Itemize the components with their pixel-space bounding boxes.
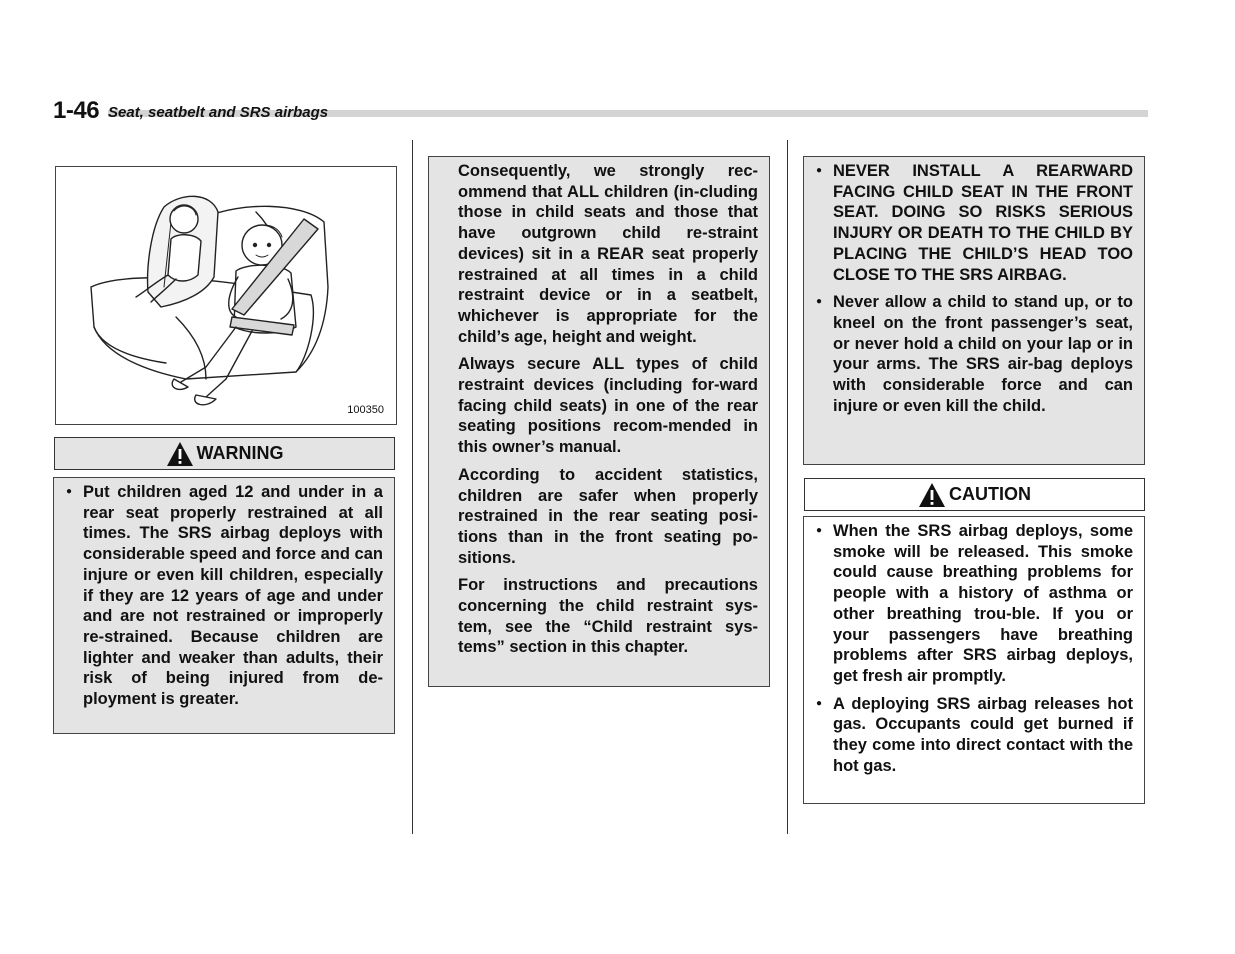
middle-paragraph: According to accident statistics, children are safer when properly restrained in the rear seating posi-tions than in the front seating po-sitions. bbox=[458, 465, 758, 567]
section-title: Seat, seatbelt and SRS airbags bbox=[108, 104, 329, 121]
column-divider bbox=[412, 140, 413, 834]
warning-text-box bbox=[53, 477, 395, 734]
right-warning-box bbox=[803, 156, 1145, 465]
warning-triangle-icon bbox=[166, 441, 194, 467]
caution-bullet: ● When the SRS airbag deploys, some smoke will be released. This smoke could cause breathing problems for people with a history of asthma or other breathing trou-ble. If you or your passengers have breathing problems after SRS airbag deploys, get fresh air promptly. bbox=[815, 521, 1133, 687]
column-divider bbox=[787, 140, 788, 834]
figure-id: 100350 bbox=[347, 404, 384, 416]
right-warning-bullet: ● NEVER INSTALL A REARWARD FACING CHILD SEAT IN THE FRONT SEAT. DOING SO RISKS SERIOUS INJURY OR DEATH TO THE CHILD BY PLACING THE CHILD’S HEAD TOO CLOSE TO THE SRS AIRBAG. bbox=[815, 161, 1133, 285]
warning-bullet: ● Put children aged 12 and under in a rear seat properly restrained at all times. The SRS airbag deploys with considerable speed and force and can injure or even kill children, especially if they are 12 years of age and under and are not restrained or improperly re-strained. Because children are lighter and weaker than adults, their risk of being injured from de-ployment is greater. bbox=[65, 482, 383, 710]
child-seat-illustration-icon bbox=[56, 167, 396, 424]
middle-paragraph: Always secure ALL types of child restraint devices (including for-ward facing child seats) in one of the rear seating positions recom-mended in this owner’s manual. bbox=[458, 355, 758, 457]
child-seat-figure bbox=[55, 166, 397, 425]
warning-label bbox=[54, 437, 395, 470]
caution-label bbox=[804, 478, 1145, 511]
caution-text-box bbox=[803, 516, 1145, 804]
page-number: 1-46 bbox=[53, 97, 100, 124]
right-warning-bullet: ● Never allow a child to stand up, or to kneel on the front passenger’s seat, or never hold a child on your lap or in your arms. The SRS air-bag deploys with considerable force and can injure or even kill the child. bbox=[815, 292, 1133, 416]
caution-triangle-icon bbox=[918, 482, 946, 508]
caution-label-text: CAUTION bbox=[949, 484, 1031, 504]
middle-warning-box bbox=[428, 156, 770, 687]
warning-label-text: WARNING bbox=[196, 443, 284, 463]
middle-paragraph: Consequently, we strongly rec-ommend that ALL children (in-cluding those in child seats and those that have outgrown child re-straint devices) sit in a REAR seat properly restrained at all times in a child restraint device or in a seatbelt, whichever is appropriate for the child’s age, height and weight. bbox=[458, 162, 758, 346]
caution-bullet: ● A deploying SRS airbag releases hot gas. Occupants could get burned if they come into direct contact with the hot gas. bbox=[815, 694, 1133, 777]
middle-paragraph: For instructions and precautions concerning the child restraint sys-tem, see the “Child restraint sys-tems” section in this chapter. bbox=[458, 576, 758, 657]
